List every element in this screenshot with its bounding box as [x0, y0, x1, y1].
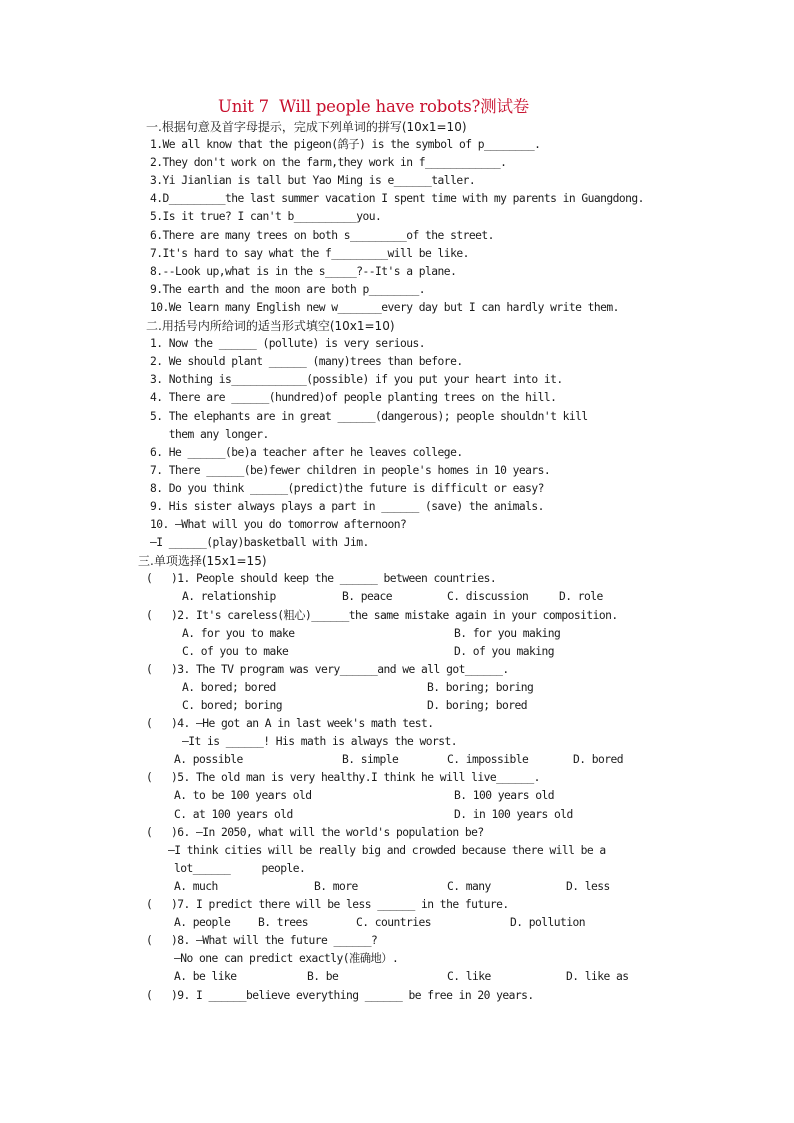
- question-5: ( )5. The old man is very healthy.I think he will live______.: [146, 771, 540, 785]
- s1-item: 2.They don't work on the farm,they work in f____________.: [150, 156, 507, 170]
- worksheet: [138, 96, 686, 1005]
- option-a: A. be like: [174, 970, 237, 984]
- s2-item: 5. The elephants are in great ______(dangerous); people shouldn't kill: [150, 409, 588, 423]
- section-1-heading: 一.根据句意及首字母提示，完成下列单词的拼写(10x1=10): [146, 120, 467, 134]
- section-2-heading: 二.用括号内所给词的适当形式填空(10x1=10): [146, 319, 395, 334]
- page-title: Unit 7 Will people have robots?测试卷: [218, 97, 530, 116]
- question-3-options: [146, 697, 686, 715]
- option-d: D. boring; bored: [427, 699, 528, 712]
- option-a: A. relationship: [182, 590, 276, 604]
- option-a: A. possible: [174, 753, 243, 767]
- option-b: B. simple: [342, 753, 399, 767]
- question-7: ( )7. I predict there will be less ______ in the future.: [146, 898, 509, 912]
- s2-item: 6. He ______(be)a teacher after he leaves college.: [150, 445, 463, 459]
- option-a: A. for you to make: [182, 626, 295, 640]
- question-4-options: [146, 751, 686, 769]
- s2-item: —I ______(play)basketball with Jim.: [150, 536, 369, 550]
- question-8: ( )8. —What will the future ______?: [146, 934, 378, 948]
- question-5-options: [146, 806, 686, 824]
- option-c: C. like: [447, 970, 491, 984]
- s2-item: 10. —What will you do tomorrow afternoon?: [150, 518, 407, 532]
- s1-item: 1.We all know that the pigeon(鸽子) is the symbol of p________.: [150, 138, 541, 152]
- question-7-options: [146, 914, 686, 932]
- s1-item: 9.The earth and the moon are both p________.: [150, 282, 426, 296]
- question-5-options: [146, 787, 686, 805]
- s1-item: 3.Yi Jianlian is tall but Yao Ming is e______taller.: [150, 174, 476, 188]
- s1-item: 10.We learn many English new w_______every day but I can hardly write them.: [150, 300, 619, 314]
- question-3-options: [146, 679, 686, 697]
- s2-item: them any longer.: [150, 427, 269, 441]
- s2-item: 8. Do you think ______(predict)the future is difficult or easy?: [150, 481, 544, 495]
- option-c: C. of you to make: [182, 644, 289, 658]
- s1-item: 5.Is it true? I can't b__________you.: [150, 210, 382, 224]
- option-d: D. bored: [573, 753, 624, 767]
- option-c: C. bored; boring: [182, 699, 283, 712]
- question-3: ( )3. The TV program was very______and we all got______.: [146, 662, 509, 676]
- s2-item: 7. There ______(be)fewer children in people's homes in 10 years.: [150, 463, 551, 477]
- section-3-heading: 三.单项选择(15x1=15): [138, 554, 267, 569]
- option-c: C. impossible: [447, 753, 529, 767]
- s1-item: 6.There are many trees on both s_________of the street.: [150, 228, 494, 242]
- option-b: B. trees: [258, 916, 309, 930]
- option-a: A. to be 100 years old: [174, 789, 312, 803]
- question-2-options: [146, 625, 686, 643]
- option-c: C. at 100 years old: [174, 807, 293, 821]
- option-b: B. for you making: [454, 626, 561, 640]
- question-8-options: [146, 968, 686, 986]
- question-2-options: [146, 643, 686, 661]
- s2-item: 3. Nothing is____________(possible) if you put your heart into it.: [150, 373, 563, 387]
- option-c: C. many: [447, 879, 491, 893]
- s1-item: 4.D_________the last summer vacation I spent time with my parents in Guangdong.: [150, 192, 644, 206]
- question-4-line-2: —It is ______! His math is always the worst.: [182, 735, 458, 749]
- question-6: ( )6. —In 2050, what will the world's population be?: [146, 825, 484, 839]
- option-d: D. role: [559, 590, 603, 604]
- option-b: B. 100 years old: [454, 789, 555, 803]
- option-d: D. like as: [566, 970, 629, 984]
- question-1: ( )1. People should keep the ______ between countries.: [146, 572, 497, 586]
- option-c: C. discussion: [447, 590, 529, 604]
- option-b: B. peace: [342, 590, 393, 604]
- option-d: D. pollution: [510, 916, 586, 930]
- option-a: A. people: [174, 916, 231, 930]
- option-c: C. countries: [356, 916, 432, 930]
- option-a: A. bored; bored: [182, 680, 276, 694]
- question-1-options: [146, 588, 686, 606]
- option-d: D. of you making: [454, 644, 555, 658]
- s2-item: 1. Now the ______ (pollute) is very serious.: [150, 337, 426, 351]
- option-b: B. boring; boring: [427, 680, 534, 694]
- option-b: B. more: [314, 879, 358, 893]
- s1-item: 8.--Look up,what is in the s_____?--It's a plane.: [150, 264, 457, 278]
- s2-item: 9. His sister always plays a part in ______ (save) the animals.: [150, 499, 544, 513]
- question-2: ( )2. It's careless(粗心)______the same mistake again in your composition.: [146, 608, 618, 622]
- s1-item: 7.It's hard to say what the f_________will be like.: [150, 246, 469, 260]
- s2-item: 2. We should plant ______ (many)trees than before.: [150, 355, 463, 369]
- s2-item: 4. There are ______(hundred)of people planting trees on the hill.: [150, 391, 557, 405]
- option-d: D. less: [566, 879, 610, 893]
- option-b: B. be: [307, 970, 339, 984]
- question-6-line-2: —I think cities will be really big and crowded because there will be a: [168, 843, 606, 857]
- question-6-line-3: lot______ people.: [174, 861, 306, 875]
- question-6-options: [146, 878, 686, 896]
- question-9: ( )9. I ______believe everything ______ be free in 20 years.: [146, 988, 534, 1002]
- question-8-line-2: —No one can predict exactly(准确地）.: [174, 952, 399, 966]
- option-a: A. much: [174, 879, 218, 893]
- option-d: D. in 100 years old: [454, 807, 573, 821]
- question-4: ( )4. —He got an A in last week's math test.: [146, 717, 434, 731]
